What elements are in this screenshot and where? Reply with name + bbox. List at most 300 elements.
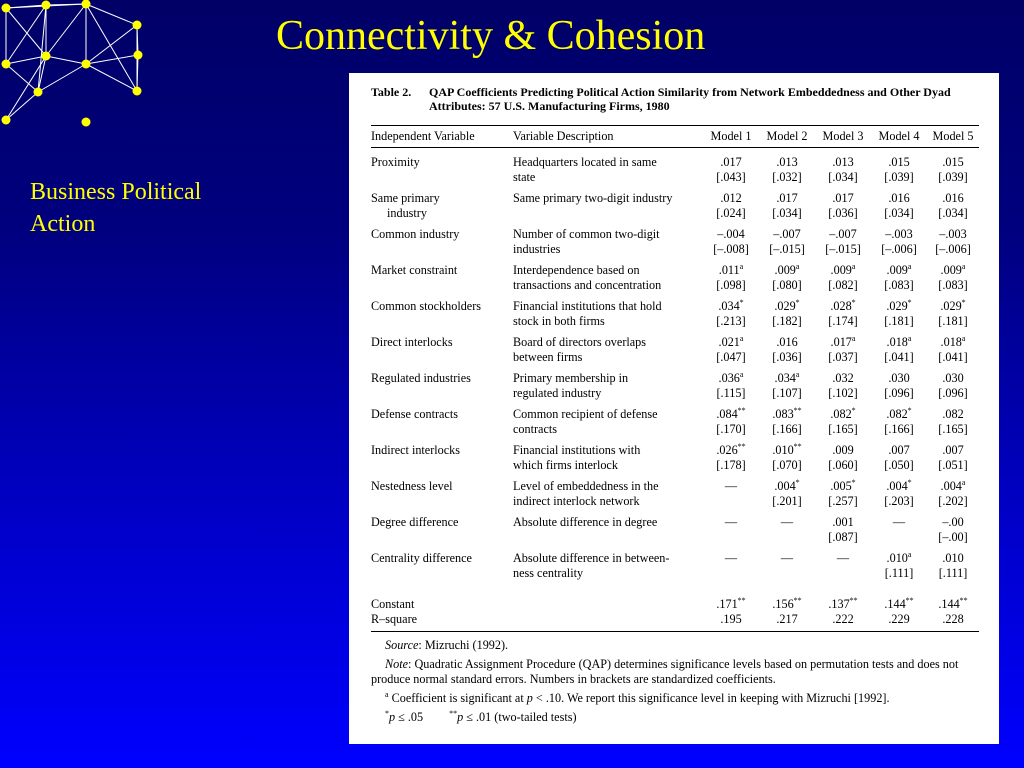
constant-value-cell	[703, 587, 759, 612]
significance-mark: *	[907, 405, 912, 415]
variable-name	[371, 443, 513, 479]
coefficient-value: .009	[832, 443, 854, 457]
significance-mark: **	[793, 405, 802, 415]
constant-value-cell	[759, 587, 815, 612]
description-line: Level of embeddedness in the	[513, 479, 659, 493]
standardized-coefficient: [.051]	[938, 458, 968, 472]
description-line: Same primary two-digit industry	[513, 191, 673, 205]
graph-edge	[86, 4, 137, 25]
coefficient	[759, 479, 815, 494]
coefficient	[759, 407, 815, 422]
significance-mark: **	[905, 595, 914, 605]
constant-label: Constant	[371, 597, 415, 611]
variable-description	[513, 227, 703, 263]
coefficient	[927, 155, 979, 170]
coefficient	[703, 371, 759, 386]
standardized-coefficient: [.165]	[828, 422, 858, 436]
footnote-dstar-mark: **	[449, 708, 458, 718]
standardized-coefficient: [.034]	[772, 206, 802, 220]
coefficient	[815, 191, 871, 206]
coefficient-cell	[815, 227, 871, 263]
variable-line: industry	[387, 206, 427, 220]
coefficient-cell	[871, 479, 927, 515]
coefficient-cell	[759, 191, 815, 227]
description-line: industries	[513, 242, 561, 256]
significance-mark: *	[851, 297, 856, 307]
variable-line: Proximity	[371, 155, 420, 169]
table-row	[371, 371, 979, 407]
coefficient-cell	[927, 263, 979, 299]
coefficient-cell	[703, 551, 759, 587]
coefficient-cell	[871, 515, 927, 551]
variable-description	[513, 371, 703, 407]
coefficient-cell	[927, 335, 979, 371]
description-line: which firms interlock	[513, 458, 618, 472]
coefficient-cell	[815, 299, 871, 335]
standardized-coefficient: [.115]	[716, 386, 746, 400]
coefficient-cell	[815, 443, 871, 479]
table-header-row	[371, 126, 979, 148]
coefficient-cell	[759, 335, 815, 371]
coefficient-value: .016	[888, 191, 910, 205]
description-line: Absolute difference in degree	[513, 515, 658, 529]
standardized-coefficient: [.166]	[884, 422, 914, 436]
variable-description	[513, 263, 703, 299]
coefficient-cell	[703, 263, 759, 299]
table-row	[371, 479, 979, 515]
constant-value: .171	[716, 597, 738, 611]
coefficient-value: –.003	[939, 227, 967, 241]
table-row	[371, 263, 979, 299]
coefficient	[759, 515, 815, 530]
coefficient-cell	[927, 407, 979, 443]
coefficient	[703, 227, 759, 242]
significance-mark: a	[851, 261, 856, 271]
coefficient-value: .082	[886, 407, 908, 421]
column-header: Model 4	[871, 126, 927, 148]
standardized-coefficient: [.060]	[828, 458, 858, 472]
coefficient-value: .009	[940, 263, 962, 277]
coefficient-value: .030	[888, 371, 910, 385]
variable-line: Indirect interlocks	[371, 443, 461, 457]
variable-line: Degree difference	[371, 515, 459, 529]
footnote-stars	[371, 710, 979, 725]
coefficient-value: .018	[940, 335, 962, 349]
standardized-coefficient: [.166]	[772, 422, 802, 436]
coefficient	[871, 407, 927, 422]
coefficient-cell	[815, 335, 871, 371]
standardized-coefficient: [.087]	[828, 530, 858, 544]
coefficient-cell	[871, 148, 927, 192]
coefficient	[815, 335, 871, 350]
significance-mark: a	[907, 261, 912, 271]
coefficient-value: .017	[832, 191, 854, 205]
coefficient-value: .004	[940, 479, 962, 493]
coefficient-value: —	[724, 551, 738, 565]
significance-mark: a	[961, 333, 966, 343]
rsquare-value: .229	[871, 612, 927, 632]
coefficient-cell	[927, 443, 979, 479]
standardized-coefficient: [.041]	[884, 350, 914, 364]
coefficient-value: .026	[716, 443, 738, 457]
coefficient-value: .016	[942, 191, 964, 205]
table-row	[371, 407, 979, 443]
standardized-coefficient: [.039]	[884, 170, 914, 184]
description-line: state	[513, 170, 536, 184]
coefficient-value: .034	[774, 371, 796, 385]
variable-line: Regulated industries	[371, 371, 471, 385]
variable-description	[513, 407, 703, 443]
standardized-coefficient: [–.008]	[713, 242, 749, 256]
coefficient-value: .017	[720, 155, 742, 169]
note-text: : Quadratic Assignment Procedure (QAP) determines significance levels based on permutation tests and does not produce normal standard errors. Numbers in brackets are standardized coefficients.	[371, 657, 959, 686]
coefficient	[927, 299, 979, 314]
coefficient	[927, 371, 979, 386]
standardized-coefficient: [.041]	[938, 350, 968, 364]
variable-name	[371, 407, 513, 443]
coefficient	[759, 335, 815, 350]
graph-edge	[6, 92, 38, 120]
coefficient	[815, 155, 871, 170]
coefficient	[759, 299, 815, 314]
standardized-coefficient: [.111]	[938, 566, 968, 580]
description-line: indirect interlock network	[513, 494, 640, 508]
standardized-coefficient: [.036]	[772, 350, 802, 364]
graph-node	[133, 21, 142, 30]
variable-name	[371, 551, 513, 587]
constant-value: .137	[828, 597, 850, 611]
significance-mark: **	[737, 441, 746, 451]
source-text: : Mizruchi (1992).	[418, 638, 509, 652]
coefficient	[759, 551, 815, 566]
coefficient	[815, 515, 871, 530]
coefficient-cell	[871, 191, 927, 227]
method-note	[371, 657, 979, 687]
constant-value: .144	[884, 597, 906, 611]
description-line: regulated industry	[513, 386, 602, 400]
description-line: transactions and concentration	[513, 278, 662, 292]
coefficient	[927, 191, 979, 206]
significance-mark: **	[849, 595, 858, 605]
table-row	[371, 335, 979, 371]
description-line: Financial institutions with	[513, 443, 641, 457]
coefficient-value: .017	[776, 191, 798, 205]
footnote-a-text2: < .10. We report this significance level in keeping with Mizruchi [1992].	[532, 691, 890, 705]
coefficient-cell	[703, 407, 759, 443]
graph-edge	[86, 55, 138, 64]
significance-mark: a	[961, 477, 966, 487]
significance-mark: a	[851, 333, 856, 343]
coefficient-value: .013	[832, 155, 854, 169]
graph-node	[2, 60, 11, 69]
coefficient	[703, 515, 759, 530]
coefficient-cell	[703, 371, 759, 407]
empty-cell	[513, 587, 703, 612]
coefficient-cell	[927, 371, 979, 407]
coefficient	[927, 551, 979, 566]
coefficient	[703, 335, 759, 350]
coefficient	[815, 263, 871, 278]
coefficient-cell	[815, 148, 871, 192]
coefficient-value: .004	[886, 479, 908, 493]
footnote-a-text: Coefficient is significant at	[388, 691, 527, 705]
coefficient	[927, 479, 979, 494]
constant-row	[371, 587, 979, 612]
standardized-coefficient: [.178]	[716, 458, 746, 472]
coefficient-value: .010	[942, 551, 964, 565]
coefficient	[871, 155, 927, 170]
description-line: Primary membership in	[513, 371, 629, 385]
variable-line: Defense contracts	[371, 407, 458, 421]
description-line: stock in both firms	[513, 314, 605, 328]
standardized-coefficient: [–.015]	[769, 242, 805, 256]
coefficient	[927, 443, 979, 458]
variable-name	[371, 148, 513, 192]
standardized-coefficient: [.039]	[938, 170, 968, 184]
coefficient	[815, 299, 871, 314]
coefficient-cell	[759, 371, 815, 407]
table-row	[371, 551, 979, 587]
coefficient-cell	[927, 515, 979, 551]
description-line: Number of common two-digit	[513, 227, 660, 241]
variable-name	[371, 371, 513, 407]
significance-mark: **	[737, 595, 746, 605]
coefficient-cell	[759, 443, 815, 479]
description-line: Absolute difference in between-	[513, 551, 670, 565]
coefficient-value: .007	[942, 443, 964, 457]
coefficient	[815, 407, 871, 422]
standardized-coefficient: [.043]	[716, 170, 746, 184]
coefficient-value: .005	[830, 479, 852, 493]
coefficient	[759, 155, 815, 170]
coefficient-value: .082	[830, 407, 852, 421]
variable-name	[371, 515, 513, 551]
rsquare-row	[371, 612, 979, 632]
coefficient-value: .036	[718, 371, 740, 385]
coefficient-value: .007	[888, 443, 910, 457]
coefficient	[703, 155, 759, 170]
standardized-coefficient: [.165]	[938, 422, 968, 436]
significance-mark: a	[739, 333, 744, 343]
coefficient-value: —	[724, 515, 738, 529]
graph-edge	[86, 25, 137, 64]
coefficient	[815, 443, 871, 458]
table-row	[371, 443, 979, 479]
significance-mark: *	[851, 477, 856, 487]
footnote-dstar-p: p	[457, 710, 464, 724]
coefficient	[871, 371, 927, 386]
coefficient	[871, 299, 927, 314]
coefficient-value: .009	[830, 263, 852, 277]
graph-edge	[6, 8, 46, 56]
coefficient	[759, 263, 815, 278]
coefficient	[703, 407, 759, 422]
significance-mark: *	[739, 297, 744, 307]
standardized-coefficient: [.096]	[884, 386, 914, 400]
graph-edge	[46, 4, 86, 56]
description-line: Interdependence based on	[513, 263, 640, 277]
standardized-coefficient: [.182]	[772, 314, 802, 328]
coefficient-value: .021	[718, 335, 740, 349]
coefficient	[703, 479, 759, 494]
significance-mark: *	[795, 297, 800, 307]
footnote-a-mark: a	[385, 689, 389, 699]
variable-line: Market constraint	[371, 263, 458, 277]
standardized-coefficient: [.096]	[938, 386, 968, 400]
coefficient-cell	[871, 551, 927, 587]
graph-edge	[46, 56, 86, 64]
standardized-coefficient: [.024]	[716, 206, 746, 220]
description-line: Financial institutions that hold	[513, 299, 662, 313]
coefficient	[871, 551, 927, 566]
coefficient	[871, 479, 927, 494]
graph-node	[82, 0, 91, 9]
standardized-coefficient: [.111]	[884, 566, 914, 580]
significance-mark: *	[795, 477, 800, 487]
standardized-coefficient: [.080]	[772, 278, 802, 292]
graph-node	[42, 1, 51, 10]
footnote-a	[371, 691, 979, 706]
coefficient-cell	[871, 371, 927, 407]
coefficient-value: –.004	[717, 227, 745, 241]
coefficient-cell	[759, 227, 815, 263]
variable-description	[513, 191, 703, 227]
standardized-coefficient: [.201]	[772, 494, 802, 508]
description-line: Common recipient of defense	[513, 407, 658, 421]
coefficient	[815, 479, 871, 494]
footnote-dstar-text: ≤ .01 (two-tailed tests)	[463, 710, 577, 724]
table-row	[371, 191, 979, 227]
standardized-coefficient: [.181]	[938, 314, 968, 328]
coefficient-cell	[759, 551, 815, 587]
coefficient-cell	[815, 551, 871, 587]
coefficient-value: —	[780, 551, 794, 565]
coefficient-cell	[815, 191, 871, 227]
coefficient-cell	[759, 299, 815, 335]
coefficient	[927, 263, 979, 278]
significance-mark: a	[739, 369, 744, 379]
coefficient-value: .030	[942, 371, 964, 385]
standardized-coefficient: [.202]	[938, 494, 968, 508]
variable-description	[513, 335, 703, 371]
variable-description	[513, 551, 703, 587]
coefficient-cell	[703, 299, 759, 335]
coefficient	[759, 191, 815, 206]
coefficient	[703, 443, 759, 458]
description-line: ness centrality	[513, 566, 584, 580]
standardized-coefficient: [.047]	[716, 350, 746, 364]
standardized-coefficient: [.098]	[716, 278, 746, 292]
coefficient	[703, 191, 759, 206]
coefficient-cell	[759, 407, 815, 443]
coefficient-value: —	[892, 515, 906, 529]
coefficient-value: .010	[886, 551, 908, 565]
coefficient	[759, 371, 815, 386]
constant-value-cell	[871, 587, 927, 612]
coefficient-value: —	[780, 515, 794, 529]
coefficient-cell	[815, 515, 871, 551]
coefficient-cell	[759, 515, 815, 551]
table-row	[371, 299, 979, 335]
description-line: contracts	[513, 422, 557, 436]
coefficient-value: .004	[774, 479, 796, 493]
coefficient-value: .001	[832, 515, 854, 529]
source-label: Source	[385, 638, 419, 652]
coefficient-cell	[815, 263, 871, 299]
coefficient-value: .034	[718, 299, 740, 313]
standardized-coefficient: [.174]	[828, 314, 858, 328]
significance-mark: a	[739, 261, 744, 271]
constant-value-cell	[815, 587, 871, 612]
qap-table	[371, 125, 979, 632]
coefficient-cell	[759, 479, 815, 515]
rsquare-value: .222	[815, 612, 871, 632]
coefficient	[759, 227, 815, 242]
footnote-star-mark: *	[385, 708, 389, 718]
significance-mark: a	[907, 333, 912, 343]
coefficient-cell	[871, 443, 927, 479]
significance-mark: **	[959, 595, 968, 605]
coefficient-value: .011	[718, 263, 740, 277]
empty-cell	[513, 612, 703, 632]
variable-line: Centrality difference	[371, 551, 472, 565]
variable-name	[371, 227, 513, 263]
coefficient-value: .028	[830, 299, 852, 313]
coefficient-cell	[871, 335, 927, 371]
significance-mark: a	[795, 261, 800, 271]
coefficient-value: .013	[776, 155, 798, 169]
coefficient-cell	[871, 299, 927, 335]
column-header: Model 3	[815, 126, 871, 148]
standardized-coefficient: [.107]	[772, 386, 802, 400]
column-header: Model 2	[759, 126, 815, 148]
coefficient	[871, 335, 927, 350]
coefficient-cell	[871, 263, 927, 299]
caption-text: QAP Coefficients Predicting Political Action Similarity from Network Embeddedness and Other Dyad Attributes: 57 U.S. Manufacturing Firms, 1980	[429, 85, 951, 113]
slide-subtitle: Business Political Action	[30, 179, 202, 237]
significance-mark: a	[795, 369, 800, 379]
standardized-coefficient: [.032]	[772, 170, 802, 184]
coefficient-cell	[815, 407, 871, 443]
table-figure	[349, 73, 999, 744]
coefficient-value: .082	[942, 407, 964, 421]
coefficient	[703, 299, 759, 314]
coefficient	[815, 371, 871, 386]
coefficient-cell	[759, 148, 815, 192]
network-graph-icon	[0, 0, 150, 130]
variable-name	[371, 191, 513, 227]
coefficient	[871, 515, 927, 530]
significance-mark: *	[907, 477, 912, 487]
table-notes	[371, 638, 979, 725]
coefficient-value: .084	[716, 407, 738, 421]
significance-mark: a	[961, 261, 966, 271]
footnote-star-text: ≤ .05	[395, 710, 424, 724]
graph-edge	[38, 64, 86, 92]
variable-name	[371, 479, 513, 515]
graph-node	[34, 88, 43, 97]
significance-mark: **	[793, 595, 802, 605]
coefficient-value: .029	[940, 299, 962, 313]
significance-mark: **	[793, 441, 802, 451]
coefficient-cell	[703, 479, 759, 515]
column-header: Model 5	[927, 126, 979, 148]
significance-mark: *	[851, 405, 856, 415]
constant-value: .156	[772, 597, 794, 611]
significance-mark: *	[907, 297, 912, 307]
coefficient-value: –.007	[773, 227, 801, 241]
variable-description	[513, 443, 703, 479]
